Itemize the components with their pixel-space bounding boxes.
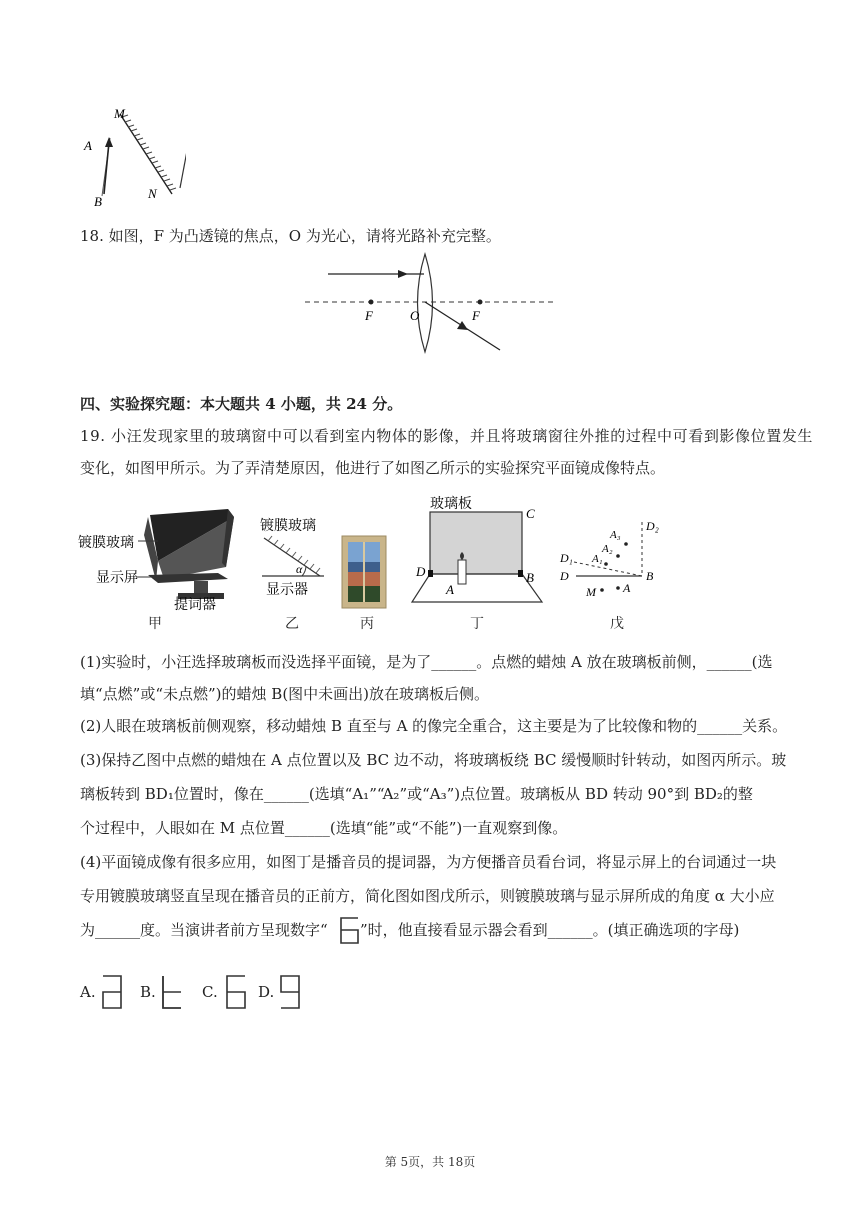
label-glass-plate: 玻璃板 [430,497,472,512]
option-d-label: D. [258,983,275,1001]
label-b-wu: B [646,569,654,583]
label-d2: D₂ [646,519,659,533]
q19-p3-line1: (3)保持乙图中点燃的蜡烛在 A 点位置以及 BC 边不动，将玻璃板绕 BC 缓慢顺时针转动，如图丙所示。玻 [80,751,787,769]
option-d-digit [278,972,302,1012]
table-surface [412,574,542,602]
label-a: A [84,138,92,153]
option-b-digit [160,972,184,1012]
label-o: O [410,308,420,323]
mirror-arrow-figure [76,104,186,214]
label-f-right: F [472,308,480,323]
label-a3: A₃ [610,529,621,541]
label-a-ding: A [446,582,454,597]
label-m-wu: M [586,585,596,599]
label-prompter: 提词器 [174,598,216,613]
arrow-ab-head [105,137,113,147]
label-b: B [94,194,102,209]
q18-text: 18. 如图，F 为凸透镜的焦点，O 为光心，请将光路补充完整。 [80,227,501,245]
q19-intro-line1: 19. 小汪发现家里的玻璃窗中可以看到室内物体的影像，并且将玻璃窗往外推的过程中可看到影像位置发生 [80,427,814,445]
label-coated-glass-yi: 镀膜玻璃 [260,519,316,534]
display-screen [148,573,228,583]
line-bd1 [574,562,642,576]
label-d: D [416,564,426,579]
segment-digit-figure [338,915,360,947]
q19-intro-line2: 变化，如图甲所示。为了弄清楚原因，他进行了如图乙所示的实验探究平面镜成像特点。 [80,459,666,477]
glass-plate [430,512,522,574]
label-n: N [148,186,157,201]
q19-p4-line3a: 为______度。当演讲者前方呈现数字“ [80,921,328,939]
focus-right-point [478,300,483,305]
q19-p4-line3b: ”时，他直接看显示器会看到______。(填正确选项的字母) [360,921,740,939]
label-b-ding: B [526,570,534,585]
caption-yi: 乙 [285,616,299,632]
q19-p1-line1: (1)实验时，小汪选择玻璃板而没选择平面镜，是为了______。点燃的蜡烛 A 放在玻璃板前侧，______(选 [80,653,773,671]
q19-p3-line3: 个过程中，人眼如在 M 点位置______(选填“能”或“不能”)一直观察到像。 [80,819,568,837]
figure-yi [258,512,338,602]
section4-heading: 四、实验探究题：本大题共 4 小题，共 24 分。 [80,395,403,413]
option-a-label: A. [80,983,96,1001]
arrow-ab-line [104,142,109,194]
label-d1: D₁ [560,551,573,565]
figure-wu [556,512,676,612]
option-a-digit [100,972,124,1012]
figure-jia [78,505,248,615]
label-alpha: α [296,562,303,576]
q19-p2-line1: (2)人眼在玻璃板前侧观察，移动蜡烛 B 直至与 A 的像完全重合，这主要是为了比较像和物的______关系。 [80,717,788,735]
label-d-wu: D [560,569,569,583]
candle-a [458,560,466,584]
q19-p1-line2: 填“点燃”或“未点燃”)的蜡烛 B(图中未画出)放在玻璃板后侧。 [80,685,490,703]
label-a-wu: A [623,581,631,595]
mirror-hatching [122,115,176,190]
q19-p3-line2: 璃板转到 BD₁位置时，像在______(选填“A₁”“A₂”或“A₃”)点位置。玻璃板从 BD 转动 90°到 BD₂的整 [80,785,753,803]
label-a2: A₂ [602,543,613,555]
option-c-label: C. [202,983,218,1001]
incident-ray-arrow [398,270,408,278]
label-m: M [114,106,125,121]
label-screen: 显示屏 [96,571,138,586]
caption-bing: 丙 [360,616,374,632]
option-c-digit [224,972,248,1012]
figure-bing [340,534,390,610]
label-display: 显示器 [266,583,308,598]
convex-lens [418,254,433,352]
convex-lens-figure [300,250,570,362]
q19-p4-line2: 专用镀膜玻璃竖直呈现在播音员的正前方，简化图如图戊所示，则镀膜玻璃与显示屏所成的角度 α 大小应 [80,887,775,905]
figure-ding [408,492,548,610]
caption-wu: 戊 [610,616,624,632]
label-coated-glass-jia: 镀膜玻璃 [78,536,134,551]
refracted-ray-arrow [457,321,468,330]
option-b-label: B. [140,983,156,1001]
focus-left-point [369,300,374,305]
q19-p4-line1: (4)平面镜成像有很多应用，如图丁是播音员的提词器，为方便播音员看台词，将显示屏上的台词通过一块 [80,853,777,871]
label-f-left: F [365,308,373,323]
caption-ding: 丁 [470,616,484,632]
label-a1: A₁ [592,553,603,565]
page-footer: 第 5页，共 18页 [384,1155,476,1169]
label-c: C [526,506,535,521]
caption-jia: 甲 [148,616,162,632]
